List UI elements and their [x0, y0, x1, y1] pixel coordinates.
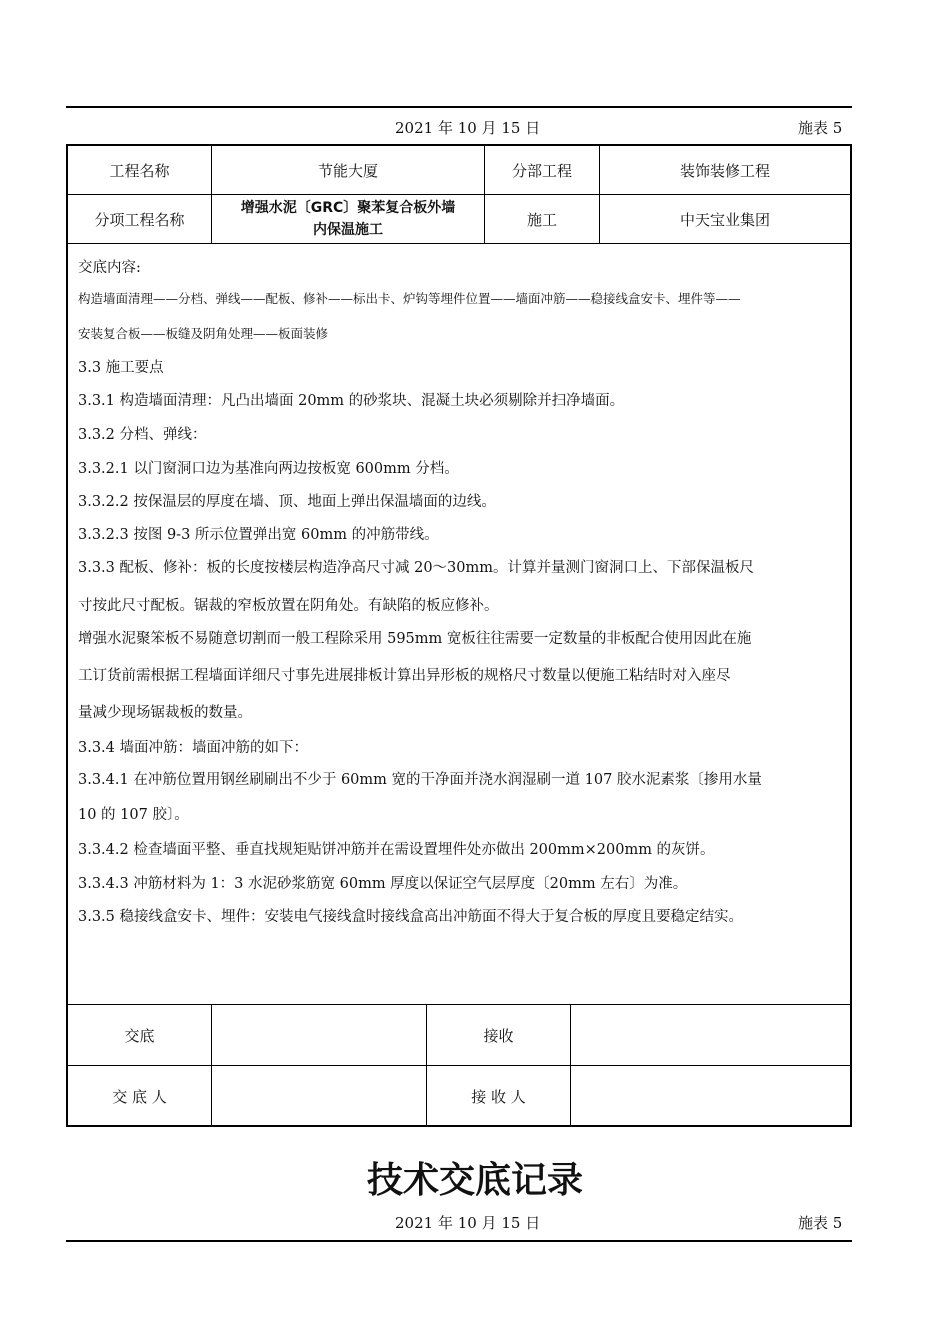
project-name-value: 节能大厦 — [317, 161, 378, 180]
content-line: 寸按此尺寸配板。锯裁的窄板放置在阴角处。有缺陷的板应修补。 — [78, 598, 499, 614]
handover-person-label: 交 底 人 — [112, 1088, 167, 1106]
content-line: 量减少现场锯裁板的数量。 — [78, 705, 252, 721]
construction-label: 施工 — [526, 210, 557, 229]
content-line: 3.3.2 分档、弹线： — [78, 427, 207, 443]
content-line: 10 的 107 胶〕。 — [78, 807, 189, 823]
next-form-number: 施表 5 — [798, 1214, 843, 1232]
row-divider — [68, 243, 850, 244]
division-value: 装饰装修工程 — [679, 161, 770, 180]
content-line: 3.3 施工要点 — [78, 360, 164, 376]
content-line: 3.3.4.3 冲筋材料为 1：3 水泥砂浆筋宽 60mm 厚度以保证空气层厚度〔20mm 左右〕为准。 — [78, 876, 688, 892]
record-date: 2021 年 10 月 15 日 — [395, 119, 541, 137]
handover-field — [212, 1005, 426, 1065]
content-line: 3.3.2.2 按保温层的厚度在墙、顶、地面上弹出保温墙面的边线。 — [78, 494, 496, 510]
next-record-date: 2021 年 10 月 15 日 — [395, 1214, 541, 1232]
receive-label: 接收 — [483, 1026, 514, 1045]
subitem-value — [212, 195, 484, 243]
disclosure-table — [66, 144, 852, 1127]
subitem-value-line2: 内保温施工 — [313, 222, 383, 238]
handover-person-field — [212, 1066, 426, 1127]
receive-person-label: 接 收 人 — [471, 1088, 526, 1106]
subitem-label: 分项工程名称 — [94, 210, 185, 229]
subitem-value-line1: 增强水泥〔GRC〕聚苯复合板外墙 — [240, 200, 456, 216]
top-rule — [66, 106, 852, 108]
content-line: 构造墙面清理——分档、弹线——配板、修补——标出卡、炉钩等埋件位置——墙面冲筋——稳接线盒安卡、埋件等—— — [78, 291, 741, 306]
content-line: 3.3.3 配板、修补：板的长度按楼层构造净高尺寸减 20～30mm。计算并量测门窗洞口上、下部保温板尺 — [78, 560, 755, 576]
construction-value: 中天宝业集团 — [679, 210, 770, 229]
division-label: 分部工程 — [511, 161, 572, 180]
document-title: 技术交底记录 — [366, 1160, 583, 1201]
receive-person-field — [571, 1066, 850, 1127]
content-line: 3.3.4.1 在冲筋位置用钢丝刷刷出不少于 60mm 宽的干净面并浇水润湿刷一道 107 胶水泥素浆〔掺用水量 — [78, 772, 762, 788]
content-line: 安装复合板——板缝及阴角处理——板面装修 — [78, 326, 329, 341]
content-line: 3.3.2.3 按图 9-3 所示位置弹出宽 60mm 的冲筋带线。 — [78, 527, 439, 543]
content-line: 3.3.5 稳接线盒安卡、埋件：安装电气接线盒时接线盒高出冲筋面不得大于复合板的厚度且要稳定结实。 — [78, 909, 743, 925]
content-line: 3.3.1 构造墙面清理：凡凸出墙面 20mm 的砂浆块、混凝土块必须剔除并扫净墙面。 — [78, 393, 625, 409]
content-heading: 交底内容: — [78, 260, 141, 276]
bottom-rule — [66, 1240, 852, 1242]
form-number: 施表 5 — [798, 119, 843, 137]
content-line: 工订货前需根据工程墙面详细尺寸事先进展排板计算出异形板的规格尺寸数量以便施工粘结时对入座尽 — [78, 668, 731, 684]
content-line: 3.3.4 墙面冲筋：墙面冲筋的如下： — [78, 740, 309, 756]
content-line: 增强水泥聚笨板不易随意切割而一般工程除采用 595mm 宽板往往需要一定数量的非板配合使用因此在施 — [78, 631, 752, 647]
receive-field — [571, 1005, 850, 1065]
handover-label: 交底 — [124, 1026, 155, 1045]
content-line: 3.3.4.2 检查墙面平整、垂直找规矩贴饼冲筋并在需设置埋件处亦做出 200mm×200mm 的灰饼。 — [78, 842, 715, 858]
content-line: 3.3.2.1 以门窗洞口边为基准向两边按板宽 600mm 分档。 — [78, 461, 459, 477]
project-name-label: 工程名称 — [109, 161, 170, 180]
